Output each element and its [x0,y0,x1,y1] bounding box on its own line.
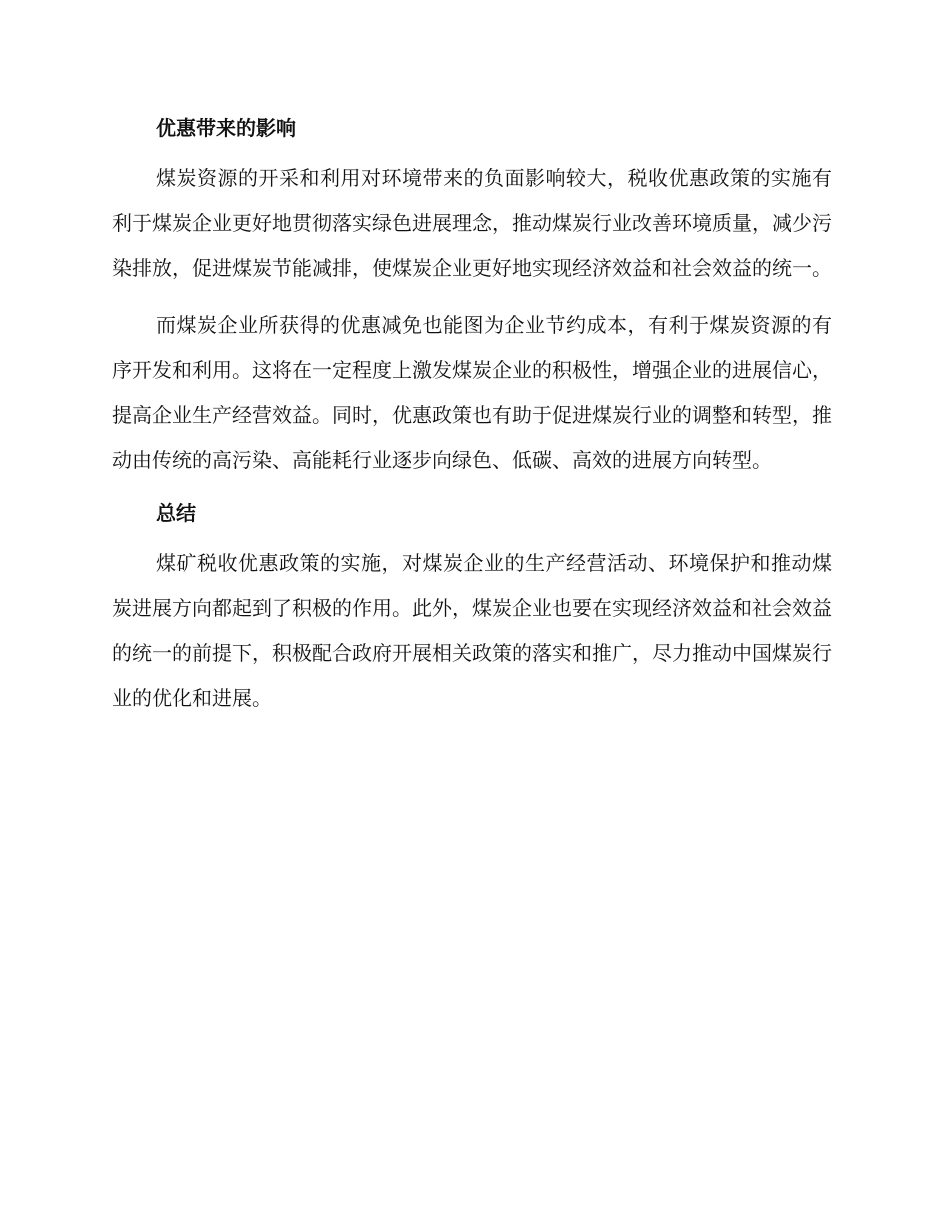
section-heading-summary: 总结 [156,501,196,525]
section-heading-impact: 优惠带来的影响 [156,116,296,140]
paragraph-environment-impact: 煤炭资源的开采和利用对环境带来的负面影响较大，税收优惠政策的实施有利于煤炭企业更好地贯彻落实绿色进展理念，推动煤炭行业改善环境质量，减少污染排放，促进煤炭节能减排，使煤炭企业更好地实现经济效益和社会效益的统一。 [112,166,832,280]
document-page [112,112,832,721]
paragraph-summary: 煤矿税收优惠政策的实施，对煤炭企业的生产经营活动、环境保护和推动煤炭进展方向都起到了积极的作用。此外，煤炭企业也要在实现经济效益和社会效益的统一的前提下，积极配合政府开展相关政策的落实和推广，尽力推动中国煤炭行业的优化和进展。 [112,551,832,710]
paragraph-cost-savings: 而煤炭企业所获得的优惠减免也能图为企业节约成本，有利于煤炭资源的有序开发和利用。这将在一定程度上激发煤炭企业的积极性，增强企业的进展信心，提高企业生产经营效益。同时，优惠政策也有助于促进煤炭行业的调整和转型，推动由传统的高污染、高能耗行业逐步向绿色、低碳、高效的进展方向转型。 [112,313,832,472]
